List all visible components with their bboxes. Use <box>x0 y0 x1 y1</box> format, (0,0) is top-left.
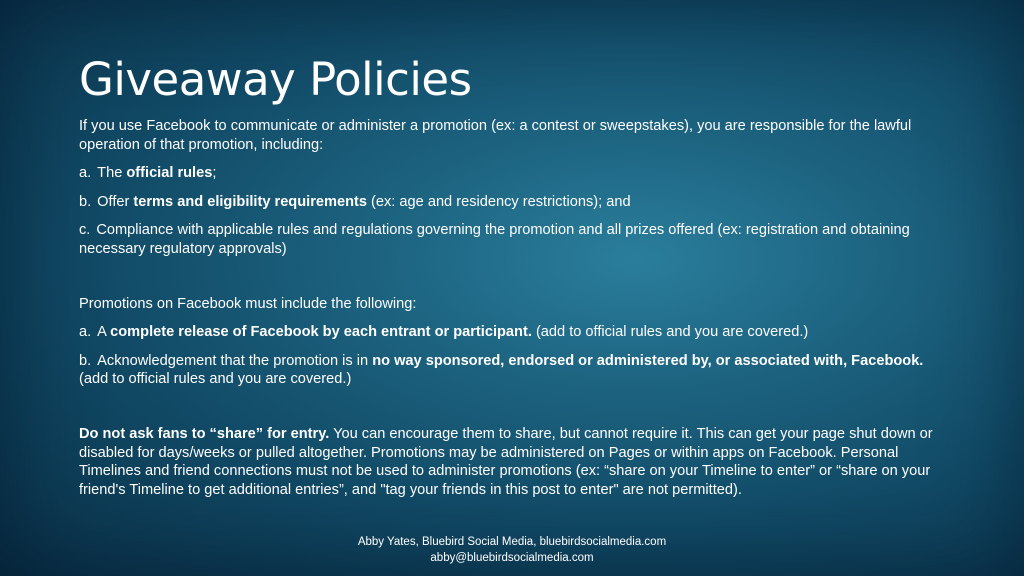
slide-body <box>79 117 949 499</box>
list1-item-c <box>79 221 949 258</box>
list-text: (ex: age and residency restrictions); and <box>366 193 631 210</box>
list-text: (add to official rules and you are covered.) <box>79 371 352 388</box>
list-emphasis: complete release of Facebook by each entrant or participant. <box>110 324 532 341</box>
section2-heading: Promotions on Facebook must include the following: <box>79 295 417 312</box>
list-marker: b. <box>79 193 92 210</box>
list-text: Offer <box>97 193 134 210</box>
list-text: The <box>97 165 127 182</box>
list-text: Acknowledgement that the promotion is in <box>97 352 373 369</box>
list2-item-b <box>79 352 949 389</box>
list-marker: a. <box>79 324 92 341</box>
list-text: A <box>97 324 111 341</box>
footer-email: abby@bluebirdsocialmedia.com <box>430 552 594 564</box>
warning-emphasis: Do not ask fans to “share” for entry. <box>79 425 330 442</box>
warning-text: You can encourage them to share, but cannot require it. This can get your page shut down or disabled for days/weeks or pulled altogether. Promotions may be administered on Pages or within apps on Facebook. Personal Timelines and friend connections must not be used to administer promotions (ex: “share on your Timeline to enter” or “share on your friend's Timeline to get additional entries”, and "tag your friends in this post to enter" are not permitted). <box>79 425 933 498</box>
list-emphasis: no way sponsored, endorsed or administered by, or associated with, Facebook. <box>372 352 924 369</box>
list-marker: b. <box>79 352 92 369</box>
intro-paragraph: If you use Facebook to communicate or administer a promotion (ex: a contest or sweepstakes), you are responsible for the lawful operation of that promotion, including: <box>79 118 912 153</box>
list-emphasis: terms and eligibility requirements <box>133 193 367 210</box>
footer-credit: Abby Yates, Bluebird Social Media, bluebirdsocialmedia.com <box>357 536 667 548</box>
list1-item-b <box>79 193 949 212</box>
list1-item-a <box>79 164 949 183</box>
warning-paragraph <box>79 425 949 499</box>
slide-title: Giveaway Policies <box>79 53 472 106</box>
list-marker: a. <box>79 165 92 182</box>
list-text: Compliance with applicable rules and regulations governing the promotion and all prizes offered (ex: registration and obtaining necessary regulatory approvals) <box>79 222 910 257</box>
list2-item-a <box>79 323 949 342</box>
slide-footer <box>0 534 1024 566</box>
list-text: (add to official rules and you are covered.) <box>531 324 809 341</box>
list-text: ; <box>212 165 217 182</box>
list-emphasis: official rules <box>126 165 213 182</box>
list-marker: c. <box>79 222 91 239</box>
